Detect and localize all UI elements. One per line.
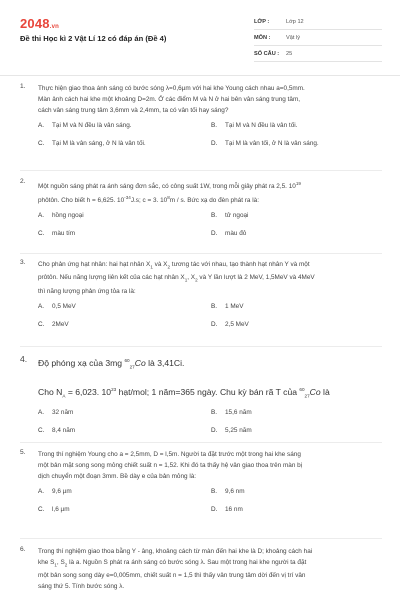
meta-class-row [254,14,382,30]
question-line: một bản song song dày e=0,005mm, chiết suất n = 1,5 thì thấy vân trung tâm dời đến vị trí vân [38,572,306,580]
option-d[interactable]: D. 5,25 năm [211,427,252,435]
question-number: 4. [20,354,28,364]
header-divider [0,75,400,76]
meta-label: LỚP : [254,18,270,25]
option-b[interactable]: B. 9,6 nm [211,488,245,495]
question-number: 2. [20,178,26,185]
question-text [38,546,386,592]
option-d[interactable]: D. 16 nm [211,506,243,513]
question-number: 1. [20,83,26,90]
question-divider [20,170,382,171]
question-divider [20,442,382,443]
answer-options [38,120,386,150]
question-line: một bản mặt song song mỏng chiết suất n = 1,52. Khi đó ta thấy hệ vân giao thoa trên màn bị [38,462,303,469]
option-d[interactable]: D. Tại M là vân tối, ở N là vân sáng. [211,140,319,147]
answer-options [38,407,386,437]
option-c[interactable]: C. màu tím [38,230,76,238]
option-a[interactable]: A. Tại M và N đều là vân sáng. [38,122,132,129]
question-2 [20,178,386,240]
option-d[interactable]: D. màu đỏ [211,230,247,238]
meta-value: Vật lý [286,34,300,41]
question-text [38,83,386,116]
question-line: cách vân sáng trung tâm 3,6mm và 2,4mm, ta có vân tối hay sáng? [38,107,229,114]
question-line: Độ phóng xạ của 3mg $^{60}_{27}$Co là 3,41Ci. [38,357,185,370]
page-header [20,12,382,68]
option-a[interactable]: A. 32 năm [38,409,74,417]
option-c[interactable]: C. Tại M là vân sáng, ở N là vân tối. [38,140,146,147]
meta-label: MÔN : [254,34,271,41]
question-line: Một nguồn sáng phát ra ánh sáng đơn sắc, có công suất 1W, trong mỗi giây phát ra 2,5. $10^{19}$ [38,181,301,191]
exam-meta [254,14,382,62]
answer-options [38,210,386,240]
option-b[interactable]: B. Tại M và N đều là vân tối. [211,122,298,129]
question-number: 3. [20,259,26,266]
meta-subject-row [254,30,382,46]
question-line: Cho $N_A = 6,023$. $10^{23}$ hạt/mol; 1 năm=365 ngày. Chu kỳ bán rã T của $^{60}_{27}$Co là [38,386,330,399]
question-text [38,449,386,482]
meta-label: SỐ CÂU : [254,50,280,57]
exam-title: Đề thi Học kì 2 Vật Lí 12 có đáp án (Đề 4) [20,34,167,43]
meta-count-row [254,46,382,62]
question-divider [20,538,382,539]
question-line: khe $S_1$, $S_2$ là a. Nguồn S phát ra ánh sáng có bước sóng λ. Sau một trong hai khe người ta đặt [38,559,307,568]
question-line: Cho phản ứng hạt nhân: hai hạt nhân $X_1$ và $X_2$ tương tác với nhau, tạo thành hạt nhân Y và một [38,261,310,270]
question-line: Trong thí nghiệm giao thoa bằng Y - âng, khoảng cách từ màn đến hai khe là D; khoảng cách hai [38,548,313,555]
question-line: dịch chuyển một đoạn 3mm. Bề dày e của bản mỏng là: [38,473,197,480]
question-3 [20,259,386,331]
option-a[interactable]: A. 9,6 µm [38,488,72,495]
site-logo[interactable]: 2048.vn [20,16,60,31]
question-number: 6. [20,546,26,553]
option-b[interactable]: B. 15,6 năm [211,409,252,417]
question-text [38,354,386,403]
question-line: sáng thứ 5. Tính bước sóng λ. [38,583,125,591]
question-6 [20,546,386,592]
option-c[interactable]: C. 8,4 năm [38,427,76,435]
question-1 [20,83,386,150]
option-c[interactable]: C. l,6 µm [38,506,70,513]
question-line: Trong thí nghiệm Young cho a = 2,5mm, D = l,5m. Người ta đặt trước một trong hai khe sáng [38,451,301,458]
option-a[interactable]: A. 0,5 MeV [38,302,76,310]
meta-value: 25 [286,50,293,57]
option-b[interactable]: B. 1 MeV [211,302,244,310]
question-text [38,178,386,206]
answer-options [38,486,386,516]
question-text [38,259,386,297]
question-line: thì năng lượng phản ứng tỏa ra là: [38,287,136,295]
option-a[interactable]: A. hồng ngoại [38,212,84,220]
option-c[interactable]: C. 2MeV [38,320,69,328]
question-divider [20,253,382,254]
question-line: prôtôn. Nếu năng lượng liên kết của các hạt nhân $X_1$, $X_2$ và Y lần lượt là 2 MeV, 1,5MeV và 4MeV [38,274,315,283]
question-divider [20,346,382,347]
question-line: phôtôn. Cho biết h = 6,625. $10^{-34}J.s$; c = 3. $10^8m$ / s. Bức xạ do đèn phát ra là: [38,195,259,205]
question-number: 5. [20,449,26,456]
meta-value: Lớp 12 [286,18,304,25]
question-line: Màn ảnh cách hai khe một khoảng D=2m. Ở các điểm M và N ở hai bên vân sáng trung tâm, [38,96,301,103]
option-b[interactable]: B. tử ngoại [211,212,249,220]
question-4 [20,354,386,437]
answer-options [38,301,386,331]
question-5 [20,449,386,516]
option-d[interactable]: D. 2,5 MeV [211,320,249,328]
question-line: Thực hiện giao thoa ánh sáng có bước sóng λ=0,6µm với hai khe Young cách nhau a=0,5mm. [38,85,305,92]
